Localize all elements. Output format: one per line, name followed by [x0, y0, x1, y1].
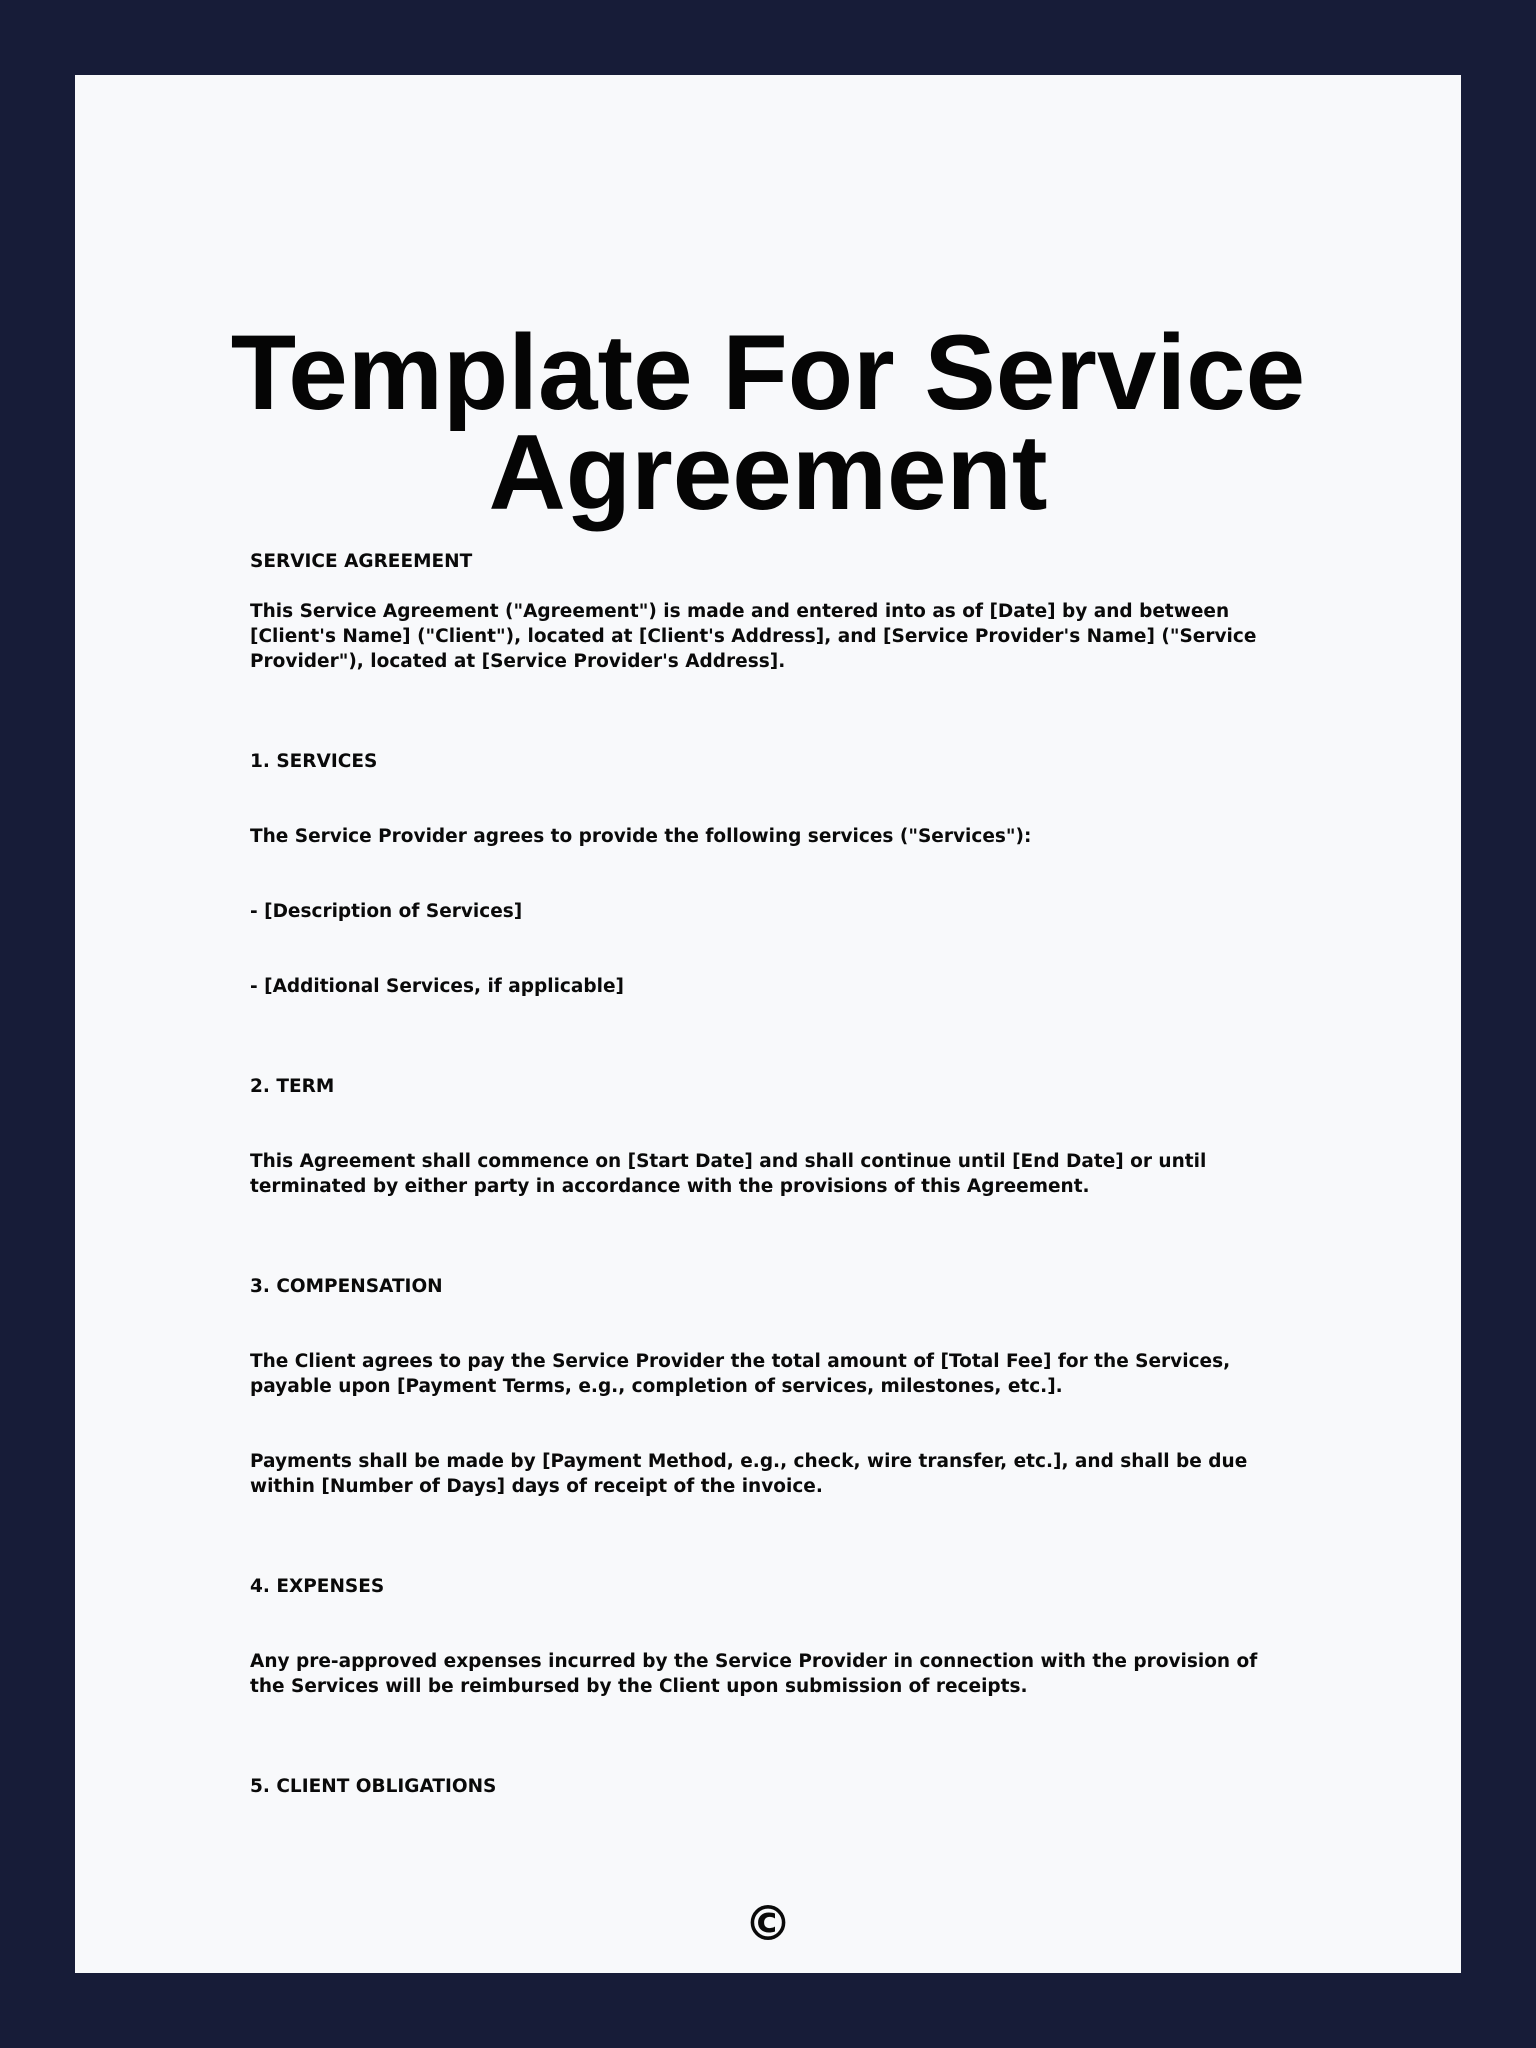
section-compensation-heading: 3. COMPENSATION — [250, 1276, 443, 1297]
services-list-item: - [Additional Services, if applicable] — [250, 976, 624, 997]
section-compensation-text: The Client agrees to pay the Service Provider the total amount of [Total Fee] for the Services, payable upon [Payment Terms, e.g., completion of services, milestones, etc.]. — [250, 1351, 1231, 1397]
document-title: Template For Service Agreement — [230, 312, 1306, 532]
services-list-item: - [Description of Services] — [250, 901, 523, 922]
section-term-text: This Agreement shall commence on [Start Date] and shall continue until [End Date] or until terminated by either party in accordance with the provisions of this Agreement. — [250, 1151, 1207, 1197]
document-page — [75, 75, 1461, 1973]
section-compensation-payment-text: Payments shall be made by [Payment Method, e.g., check, wire transfer, etc.], and shall be due within [Number of Days] days of receipt of the invoice. — [250, 1451, 1248, 1497]
agreement-heading: SERVICE AGREEMENT — [250, 551, 473, 572]
section-services-heading: 1. SERVICES — [250, 751, 378, 772]
section-expenses-text: Any pre-approved expenses incurred by the Service Provider in connection with the provision of the Services will be reimbursed by the Client upon submission of receipts. — [250, 1651, 1258, 1697]
section-services-text: The Service Provider agrees to provide the following services ("Services"): — [250, 826, 1032, 847]
section-expenses-heading: 4. EXPENSES — [250, 1576, 385, 1597]
intro-paragraph: This Service Agreement ("Agreement") is made and entered into as of [Date] by and between [Client's Name] ("Client"), located at [Client's Address], and [Service Provider's Name] ("Service Provider"), located at [Service Provider's Address]. — [250, 601, 1257, 672]
copyright-icon: © — [744, 1896, 792, 1952]
section-client-obligations-heading: 5. CLIENT OBLIGATIONS — [250, 1776, 497, 1797]
section-term-heading: 2. TERM — [250, 1076, 335, 1097]
